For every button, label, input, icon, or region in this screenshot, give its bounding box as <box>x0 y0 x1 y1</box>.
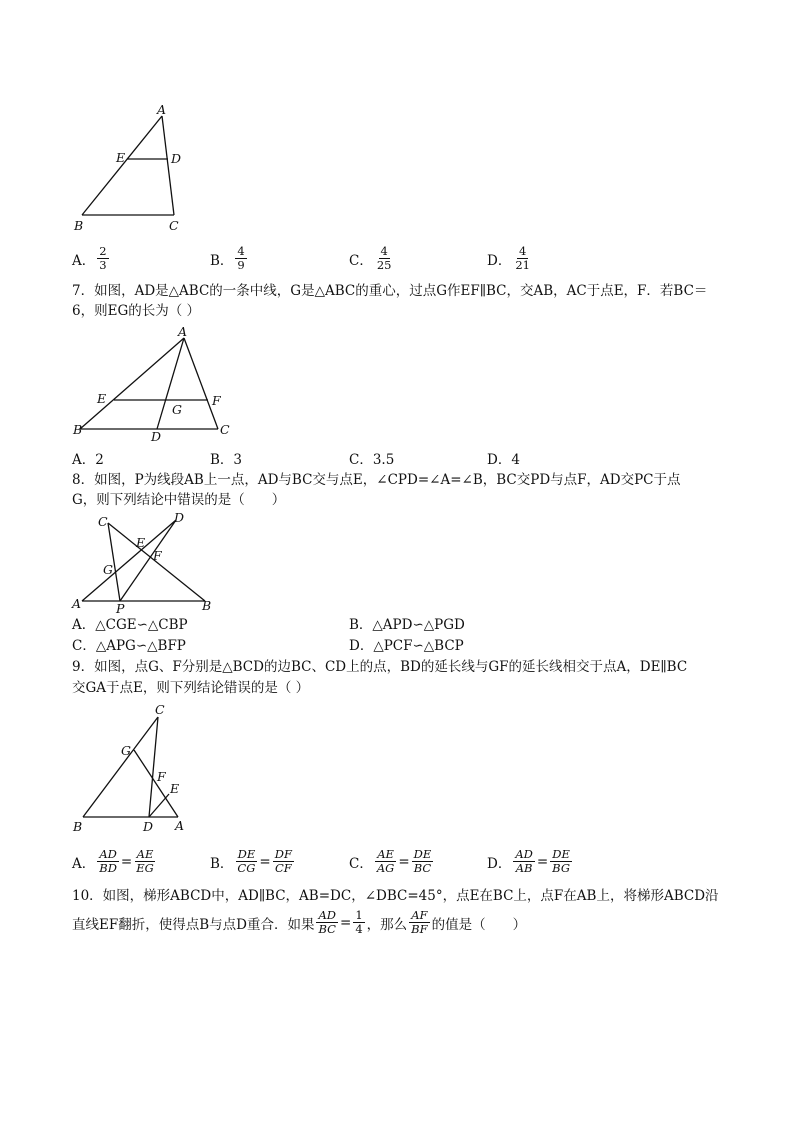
q7-text-line2: 6，则EG的长为（ ） <box>72 303 201 319</box>
q9-option-d[interactable] <box>487 848 574 875</box>
label-e: E <box>116 150 126 165</box>
option-letter: D． <box>487 855 512 872</box>
segment-cd <box>149 717 158 817</box>
option-fraction-left: $\frac{AD}{AB}$ <box>515 847 533 875</box>
segment-de <box>149 794 169 817</box>
option-fraction: $\frac{2}{3}$ <box>99 244 107 272</box>
q8-text-line1: 8．如图，P为线段AB上一点，AD与BC交与点E，∠CPD=∠A=∠B，BC交PD与点F，AD交PC于点 <box>72 472 681 488</box>
label-b: B <box>74 218 84 233</box>
label-g: G <box>121 743 131 758</box>
label-d: D <box>143 819 154 834</box>
q6-option-c[interactable] <box>349 245 395 272</box>
option-fraction-left: $\frac{AD}{BD}$ <box>99 847 117 875</box>
figure-q9 <box>70 703 200 838</box>
option-fraction-right: $\frac{DE}{BG}$ <box>552 847 571 875</box>
label-b: B <box>73 819 83 834</box>
q9-option-a[interactable] <box>72 848 158 875</box>
segment-bc <box>83 717 158 817</box>
option-fraction-left: $\frac{DE}{CG}$ <box>237 847 256 875</box>
q7-option-d[interactable]: D．4 <box>487 452 520 468</box>
q9-option-b[interactable] <box>210 848 296 875</box>
equals-sign: = <box>259 853 271 870</box>
q7-option-a[interactable]: A．2 <box>72 452 104 468</box>
option-fraction: $\frac{4}{9}$ <box>237 244 245 272</box>
q10-text-part3: 的值是（ ） <box>431 916 527 933</box>
label-c: C <box>169 218 179 233</box>
label-c: C <box>98 514 108 529</box>
option-letter: A． <box>72 252 96 269</box>
equals-sign: = <box>536 853 549 870</box>
label-f: F <box>212 393 221 408</box>
option-letter: A． <box>72 855 96 872</box>
q8-option-c[interactable]: C．△APG∽△BFP <box>72 638 186 654</box>
q10-text-part2: ，那么 <box>366 916 408 933</box>
option-fraction-right: $\frac{AE}{EG}$ <box>136 847 154 875</box>
q8-option-b[interactable]: B．△APD∽△PGD <box>349 617 465 633</box>
label-a: A <box>72 596 82 611</box>
option-letter: C． <box>349 252 373 269</box>
segment-ab <box>82 116 162 215</box>
q8-text-line2: G，则下列结论中错误的是（ ） <box>72 492 286 508</box>
label-g: G <box>172 402 182 417</box>
label-e: E <box>97 391 107 406</box>
label-d: D <box>174 510 185 525</box>
q6-option-a[interactable] <box>72 245 111 272</box>
label-c: C <box>155 702 165 717</box>
label-f: F <box>153 548 162 563</box>
option-fraction-left: $\frac{AE}{AG}$ <box>376 847 395 875</box>
option-letter: B． <box>210 855 234 872</box>
q9-text-line1: 9．如图，点G、F分别是△BCD的边BC、CD上的点，BD的延长线与GF的延长线相交于点A，DE∥BC <box>72 659 688 675</box>
q8-option-a[interactable]: A．△CGE∽△CBP <box>72 617 188 633</box>
q7-option-b[interactable]: B．3 <box>210 452 243 468</box>
q10-text-line1: 10．如图，梯形ABCD中，AD∥BC，AB=DC，∠DBC=45°，点E在BC上，点F在AB上，将梯形ABCD沿 <box>72 888 719 904</box>
equals-sign: = <box>120 853 133 870</box>
equals-sign: = <box>340 914 352 931</box>
option-fraction: $\frac{4}{25}$ <box>376 244 392 272</box>
figure-q6 <box>70 100 200 233</box>
label-g: G <box>103 562 113 577</box>
label-d: D <box>151 429 162 444</box>
label-a: A <box>175 818 185 833</box>
label-p: P <box>116 601 125 616</box>
q6-option-b[interactable] <box>210 245 249 272</box>
label-c: C <box>220 422 230 437</box>
label-f: F <box>157 769 166 784</box>
label-e: E <box>170 781 180 796</box>
segment-ac <box>184 338 218 429</box>
label-a: A <box>157 102 167 117</box>
q10-fraction-ad-bc: $\frac{AD}{BC}$ <box>318 908 336 936</box>
q7-option-c[interactable]: C．3.5 <box>349 452 395 468</box>
option-fraction-right: $\frac{DE}{BC}$ <box>413 847 432 875</box>
q6-option-d[interactable] <box>487 245 534 272</box>
q8-option-d[interactable]: D．△PCF∽△BCP <box>349 638 464 654</box>
option-letter: C． <box>349 855 373 872</box>
figure-q7 <box>70 324 250 444</box>
q9-option-c[interactable] <box>349 848 435 875</box>
option-fraction: $\frac{4}{21}$ <box>515 244 530 272</box>
option-letter: B． <box>210 252 234 269</box>
figure-q8 <box>70 510 220 615</box>
q10-text-line2 <box>72 909 526 936</box>
option-fraction-right: $\frac{DF}{CF}$ <box>274 847 292 875</box>
q7-text-line1: 7．如图，AD是△ABC的一条中线，G是△ABC的重心，过点G作EF∥BC，交AB，AC于点E，F．若BC＝ <box>72 283 708 299</box>
q10-fraction-af-bf: $\frac{AF}{BF}$ <box>411 908 428 936</box>
label-b: B <box>73 422 83 437</box>
equals-sign: = <box>398 853 410 870</box>
segment-ab <box>80 338 184 429</box>
q10-text-part1: 直线EF翻折，使得点B与点D重合．如果 <box>72 916 315 933</box>
label-b: B <box>202 598 212 613</box>
label-a: A <box>178 324 188 339</box>
q9-text-line2: 交GA于点E，则下列结论错误的是（ ） <box>72 680 310 696</box>
label-e: E <box>136 535 146 550</box>
label-d: D <box>171 151 182 166</box>
option-letter: D． <box>487 252 512 269</box>
q10-fraction-one-quarter: $\frac{1}{4}$ <box>355 908 363 936</box>
